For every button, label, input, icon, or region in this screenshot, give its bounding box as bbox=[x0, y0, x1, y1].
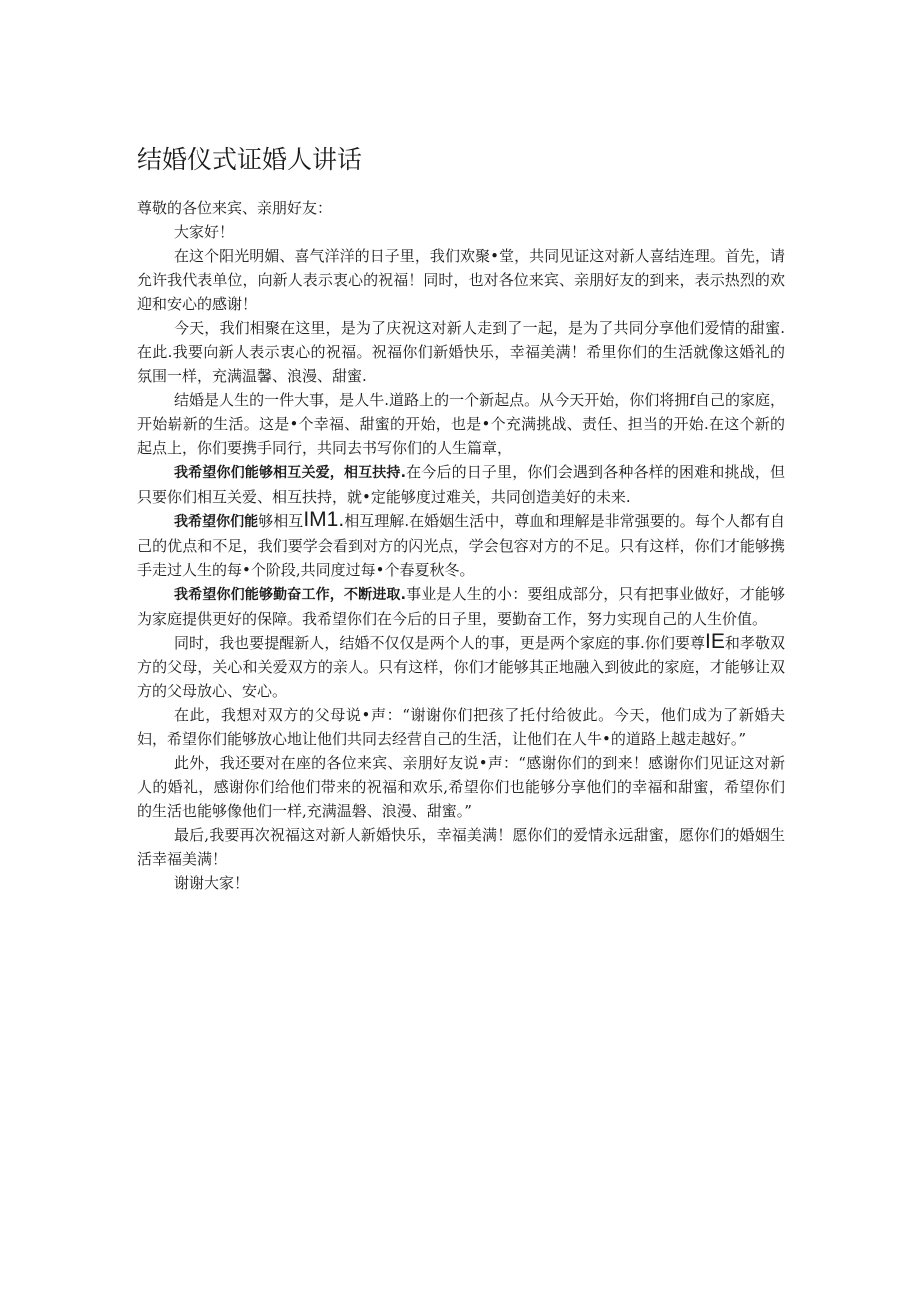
greeting: 大家好！ bbox=[174, 223, 235, 241]
speech-body bbox=[137, 196, 785, 895]
paragraph-5-mid: 够相互 bbox=[258, 512, 304, 530]
paragraph-2: 今天，我们相聚在这里，是为了庆祝这对新人走到了一起，是为了共同分享他们爱情的甜蜜.在此.我要向新人表示衷心的祝福。祝福你们新婚快乐，幸福美满！希里你们的生活就像这婚礼的氛围一样，充满温馨、浪漫、甜蜜. bbox=[137, 319, 785, 385]
paragraph-4-text: 在今后的日子里，你们会遇到各种各样的困难和挑战，但只要你们相互关爱、相互扶持，就•定能够度过难关，共同创造美好的未来. bbox=[137, 463, 785, 506]
closing: 谢谢大家！ bbox=[174, 874, 250, 892]
paragraph-7-latin: IE bbox=[705, 630, 725, 653]
paragraph-7-text: 和孝敬双方的父母，关心和关爱双方的亲人。只有这样，你们才能够其正地融入到彼此的家庭，才能够让双方的父母放心、安心。 bbox=[137, 634, 785, 700]
paragraph-1: 在这个阳光明媚、喜气洋洋的日子里，我们欢聚•堂，共同见证这对新人喜结连理。首先，请允许我代表单位，向新人表示衷心的祝福！同时，也对各位来宾、亲朋好友的到来，表示热烈的欢迎和安心的感谢！ bbox=[137, 247, 785, 313]
paragraph-5 bbox=[137, 509, 785, 582]
paragraph-5-latin: IM1. bbox=[303, 508, 345, 531]
page-title: 结婚仪式证婚人讲话 bbox=[137, 145, 363, 174]
paragraph-4-emphasis: 我希望你们能够相互关爱，相互扶持. bbox=[174, 465, 406, 481]
paragraph-3: 结婚是人生的一件大事，是人牛.道路上的一个新起点。从今天开始，你们将拥f自己的家庭，开始崭新的生活。这是•个幸福、甜蜜的开始，也是•个充满挑战、责任、担当的开始.在这个新的起点上，你们要携手同行，共同去书写你们的人生篇章， bbox=[137, 391, 785, 457]
paragraph-6-text: 事业是人生的小：要组成部分，只有把事业做好，才能够为家庭提供更好的保障。我希望你们在今后的日子里，要勤奋工作，努力实现自己的人生价值。 bbox=[137, 585, 785, 628]
paragraph-7 bbox=[137, 631, 785, 703]
paragraph-6-emphasis: 我希望你们能够勤奋工作，不断进取. bbox=[174, 587, 406, 603]
paragraph-9: 此外，我还要对在座的各位来宾、亲朋好友说•声：“感谢你们的到来！感谢你们见证这对新人的婚礼，感谢你们给他们带来的祝福和欢乐,希望你们也能够分享他们的幸福和甜蜜，希望你们的生活也能够像他们一样,充满温磐、浪漫、甜蜜。” bbox=[137, 754, 785, 820]
paragraph-10: 最后,我要再次祝福这对新人新婚快乐，幸福美满！愿你们的爱情永远甜蜜，愿你们的婚姻生活幸福美满！ bbox=[137, 826, 785, 868]
salutation: 尊敬的各位来宾、亲朋好友： bbox=[137, 199, 333, 217]
paragraph-5-emphasis: 我希望你们能 bbox=[174, 514, 259, 530]
paragraph-4 bbox=[137, 460, 785, 509]
paragraph-5-text: 相互理解.在婚姻生活中，尊血和理解是非常强要的。每个人都有自己的优点和不足，我们要学会看到对方的闪光点，学会包容对方的不足。只有这样，你们才能够携手走过人生的每•个阶段,共同度过每•个春夏秋冬。 bbox=[137, 512, 785, 579]
paragraph-7-start: 同时，我也要提醒新人，结婚不仅仅是两个人的事，更是两个家庭的事.你们要尊 bbox=[174, 634, 705, 652]
paragraph-6 bbox=[137, 582, 785, 631]
paragraph-8: 在此，我想对双方的父母说•声：“谢谢你们把孩了托付给彼此。今天，他们成为了新婚夫妇，希望你们能够放心地让他们共同去经营自己的生活，让他们在人牛•的道路上越走越好。” bbox=[137, 706, 785, 748]
